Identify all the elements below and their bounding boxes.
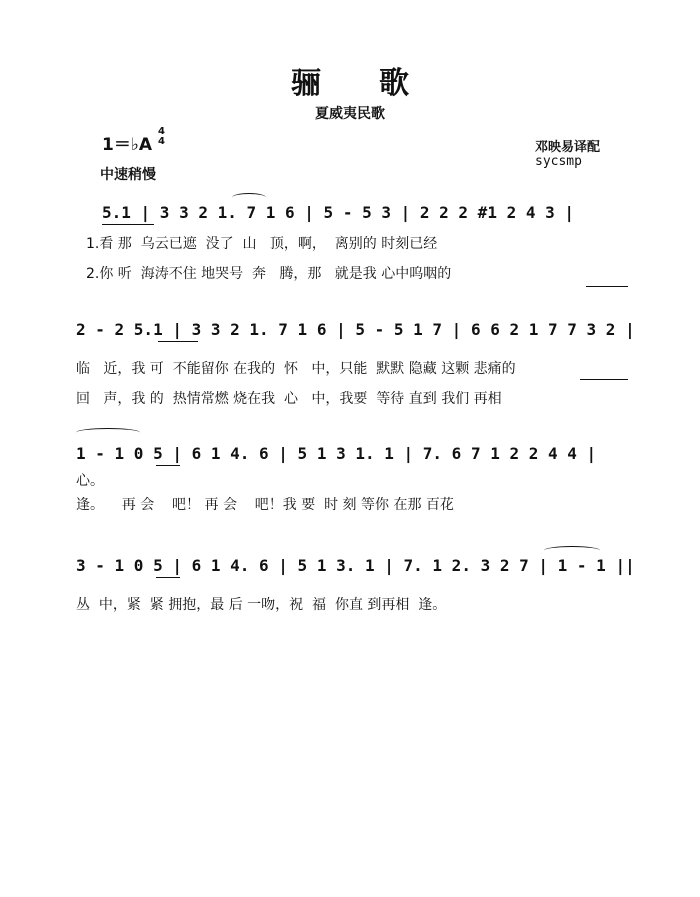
lyric-line-3-verse-1: 心。 (76, 473, 104, 489)
meter-top: 4 (158, 126, 165, 137)
lyric-underline (586, 286, 628, 287)
source-credit: sycsmp (535, 154, 582, 169)
lyric-line-2-verse-2: 回 声，我 的 热情常燃 烧在我 心 中，我要 等待 直到 我们 再相 (76, 391, 502, 407)
beam-underline (102, 224, 154, 225)
beam-underline (156, 465, 180, 466)
time-signature (158, 127, 165, 147)
tempo-marking: 中速稍慢 (100, 167, 156, 183)
tie-mark (232, 193, 266, 202)
notation-line-1: 5.1 | 3 3 2 1. 7 1 6 | 5 - 5 3 | 2 2 2 #1 2 4 3 | (102, 203, 575, 222)
tie-mark (76, 428, 140, 437)
lyric-line-1-verse-1: 1.看 那 乌云已遮 没了 山 顶，啊， 离别的 时刻已经 (86, 236, 438, 252)
lyric-line-4: 丛 中，紧 紧 拥抱，最 后 一吻，祝 福 你直 到再相 逢。 (76, 597, 447, 613)
tie-mark (544, 546, 600, 555)
lyric-underline (580, 379, 628, 380)
song-subtitle: 夏威夷民歌 (315, 106, 385, 122)
meter-bottom: 4 (158, 136, 165, 147)
lyric-line-1-verse-2: 2.你 听 海涛不住 地哭号 奔 腾，那 就是我 心中呜咽的 (86, 266, 452, 282)
beam-underline (156, 577, 180, 578)
notation-line-4: 3 - 1 0 5 | 6 1 4. 6 | 5 1 3. 1 | 7. 1 2. 3 2 7 | 1 - 1 || (76, 556, 635, 575)
song-title: 骊歌 (291, 66, 467, 101)
beam-underline (158, 341, 198, 342)
key-signature: 1＝♭A (102, 135, 153, 155)
notation-line-2: 2 - 2 5.1 | 3 3 2 1. 7 1 6 | 5 - 5 1 7 | 6 6 2 1 7 7 3 2 | (76, 320, 635, 339)
lyric-line-2-verse-1: 临 近，我 可 不能留你 在我的 怀 中，只能 默默 隐藏 这颗 悲痛的 (76, 361, 516, 377)
lyric-line-3-verse-2: 逢。 再 会 吧！ 再 会 吧！我 要 时 刻 等你 在那 百花 (76, 497, 454, 513)
arranger-credit: 邓映易译配 (535, 140, 601, 155)
notation-line-3: 1 - 1 0 5 | 6 1 4. 6 | 5 1 3 1. 1 | 7. 6 7 1 2 2 4 4 | (76, 444, 597, 463)
